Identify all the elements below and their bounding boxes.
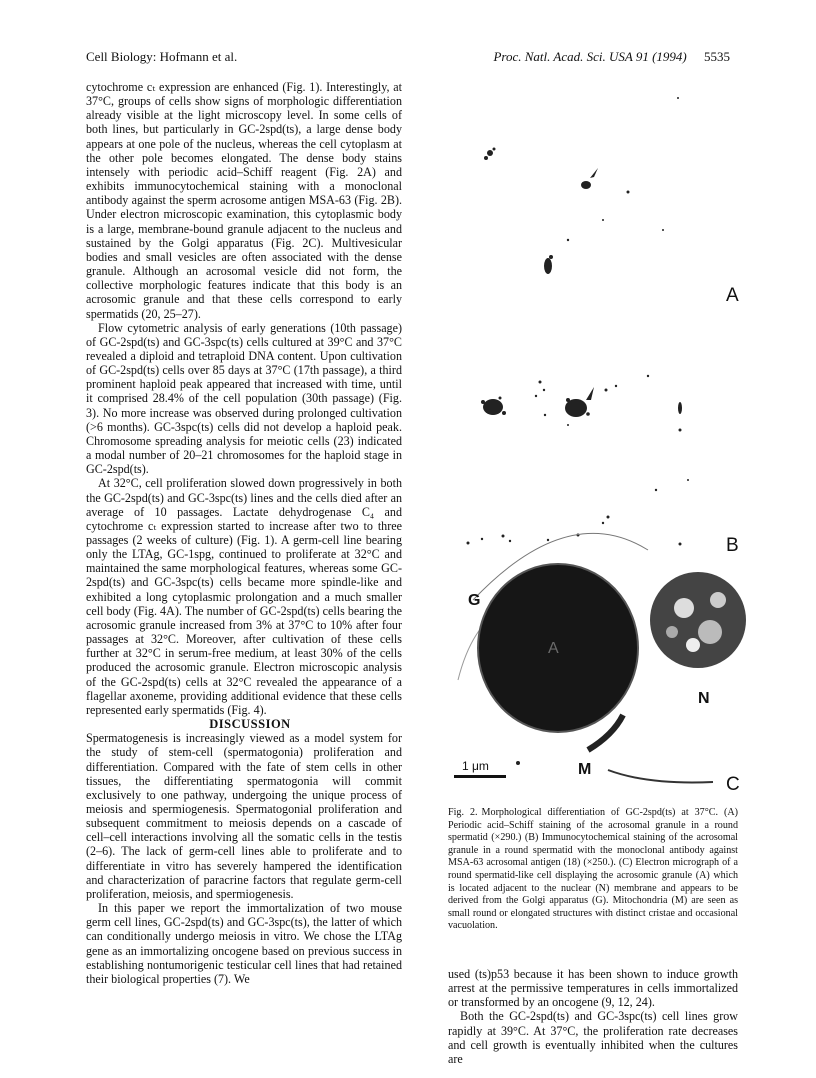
left-column <box>86 80 402 986</box>
panel-label-a: A <box>726 285 739 306</box>
page-number: 5535 <box>704 49 730 64</box>
panel-label-b: B <box>726 535 739 556</box>
figure-2-caption <box>448 807 738 933</box>
label-mitochondria: M <box>578 761 592 778</box>
body-paragraph: In this paper we report the immortalization of two mouse germ cell lines, GC-2spd(ts) and GC-3spc(ts), the latter of which can conditionally undergo meiosis in vitro. We chose the LTAg gene as an immortalizing oncogene based on previous success in establishing nontumorigenic testicular cell lines that had retained their biological properties (7). We <box>86 901 402 986</box>
body-paragraph: Spermatogenesis is increasingly viewed as a model system for the study of stem-cell (spermatogonia) proliferation and differentiation. Compared with the fate of stem cells in other tissues, the differentiating spermatogonia will commit exclusively to one pathway, undergoing the unique process of meiosis and spermiogenesis. Spermatogonial proliferation and subsequent commitment to meiosis depends on a cascade of cell–cell interactions involving all the somatic cells in the testis (2–6). The lack of germ-cell lines able to proliferate and to differentiate in vitro has severely hampered the identification and characterization of paracrine factors that regulate germ-cell proliferation, meiosis, and spermiogenesis. <box>86 731 402 901</box>
label-nucleus: N <box>698 690 710 707</box>
body-paragraph: Flow cytometric analysis of early generations (10th passage) of GC-2spd(ts) and GC-3spc(ts) cells cultured at 39°C and 37°C revealed a diploid and tetraploid DNA content. Upon cultivation of GC-2spd(ts) cells over 85 days at 37°C (17th passage), a third prominent haploid peak appeared that increased with time, until it comprised 28.4% of the cell population (30th passage) (Fig. 3). No more increase was observed during prolonged cultivation (>6 months). GC-3spc(ts) cells did not develop a haploid peak. Chromosome spreading analysis for meiotic cells (23) indicated a modal number of 20–21 chromosomes for the haploid stage in GC-2spd(ts). <box>86 320 402 477</box>
scale-bar-label: 1 μm <box>462 759 489 773</box>
running-header <box>86 49 730 67</box>
running-head-right <box>493 49 730 65</box>
panel-a-micrograph <box>484 97 679 274</box>
body-paragraph: cytochrome cₜ expression are enhanced (Fig. 1). Interestingly, at 37°C, groups of cells show signs of morphologic differentiation already visible at the light microscopy level. In some cells of both lines, but particularly in GC-2spd(ts), a large dense body appears at one pole of the nucleus, whereas the cell cytoplasm at the other pole becomes elongated. The dense body stains intensely with periodic acid–Schiff reagent (Fig. 2A) and exhibits immunocytochemical staining with a monoclonal antibody against the sperm acrosome antigen MSA-63 (Fig. 2B). Under electron microscopic examination, this cytoplasmic body is a large, membrane-bound granule adjacent to the nucleus and sustained by the Golgi apparatus (Fig. 2C). Multivesicular bodies and small vesicles are often associated with the dense granule. Although an acrosomal vesicle did not form, the collective morphologic features indicate that this body is an acrosomic granule and that these cells correspond to early spermatids (20, 25–27). <box>86 80 402 321</box>
body-paragraph: used (ts)p53 because it has been shown to induce growth arrest at the permissive temperatures in cells immortalized or transformed by an oncogene (9, 12, 24). <box>448 967 738 1010</box>
running-head-left: Cell Biology: Hofmann et al. <box>86 49 238 64</box>
panel-b-micrograph <box>467 375 690 546</box>
body-paragraph: At 32°C, cell proliferation slowed down progressively in both the GC-2spd(ts) and GC-3spc(ts) lines and the cells died after an average of 10 passages. Lactate dehydrogenase C₄ and cytochrome cₜ expression started to increase after two to three passages (2 weeks of culture) (Fig. 1). A germ-cell line bearing only the LTAg, GC-1spg, continued to proliferate at 32°C and maintained the same morphological features, whereas some GC-2spd(ts) and GC-3spc(ts) cells became more spindle-like and exhibited a long cytoplasmic prolongation and a much smaller cell body (Fig. 4A). The number of GC-2spd(ts) cells bearing the acrosomic granule increased from 3% at 37°C to 10% after four passages at 32°C. Moreover, after cultivation of these cells further at 32°C in serum-free medium, at least 30% of the cells produced the acrosomic granule. Electron microscopic analysis of the GC-2spd(ts) cells at 32°C revealed the appearance of a flagellar axoneme, providing additional evidence that these cells represented early spermatids (Fig. 4). <box>86 476 402 717</box>
panel-c-micrograph <box>454 533 746 782</box>
caption-label: Fig. 2. <box>448 807 478 818</box>
right-column-text <box>448 967 738 1066</box>
journal-citation: Proc. Natl. Acad. Sci. USA 91 (1994) <box>493 49 687 64</box>
label-golgi: G <box>468 592 481 609</box>
figure-2 <box>448 80 748 800</box>
panel-label-c: C <box>726 774 740 795</box>
body-paragraph: Both the GC-2spd(ts) and GC-3spc(ts) cell lines grow rapidly at 39°C. At 37°C, the proliferation rate decreases and cell growth is eventually inhibited when the cultures are <box>448 1009 738 1066</box>
section-heading-discussion: DISCUSSION <box>209 717 291 732</box>
label-acrosomic-granule: A <box>548 640 559 657</box>
caption-text: Morphological differentiation of GC-2spd(ts) at 37°C. (A) Periodic acid–Schiff staining of the acrosomal granule in a round spermatid (×290.) (B) Immunocytochemical staining of the acrosomal granule in a round spermatid with the monoclonal antibody against MSA-63 acrosomal antigen (18) (×250.). (C) Electron micrograph of a round spermatid-like cell displaying the acrosomic granule (A) which is located adjacent to the nuclear (N) membrane and appears to be derived from the Golgi apparatus (G). Mitochondria (M) are seen as small round or elongated structures with distinct cristae and occasional vacuolation. <box>448 807 738 932</box>
